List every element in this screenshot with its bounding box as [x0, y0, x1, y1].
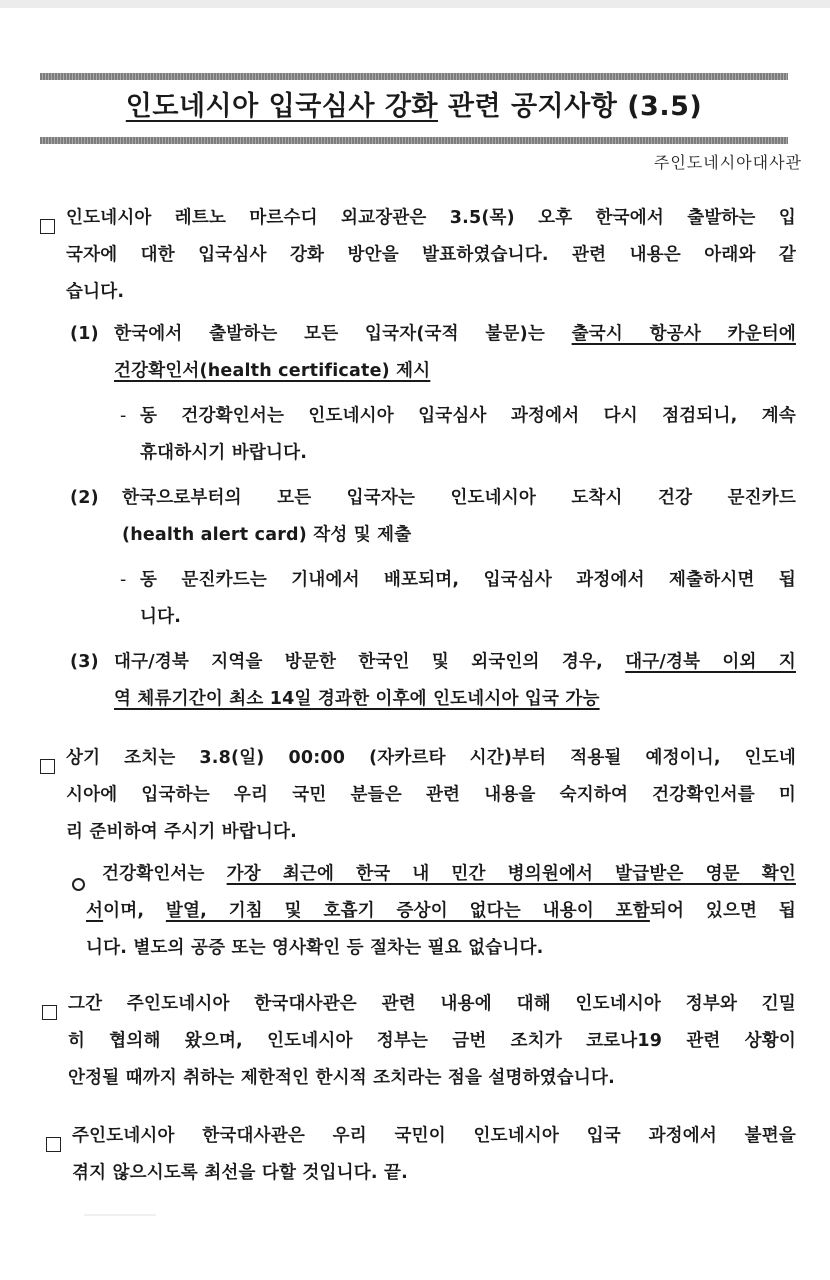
- title-rule-top: [40, 73, 788, 80]
- top-strip: [0, 0, 830, 8]
- item-3-line1: 대구/경북 지역을 방문한 한국인 및 외국인의 경우, 대구/경북 이외 지: [114, 652, 796, 672]
- footer-mark: [84, 1214, 156, 1216]
- p4-line2: 겪지 않으시도록 최선을 다할 것입니다. 끝.: [72, 1163, 408, 1183]
- item-2-sub-line1: 동 문진카드는 기내에서 배포되며, 입국심사 과정에서 제출하시면 됩: [140, 570, 796, 590]
- item-3-line2: 역 체류기간이 최소 14일 경과한 이후에 인도네시아 입국 가능: [114, 689, 600, 709]
- item-2-line1: 한국으로부터의 모든 입국자는 인도네시아 도착시 건강 문진카드: [122, 488, 796, 508]
- note-line2: 서이며, 발열, 기침 및 호흡기 증상이 없다는 내용이 포함되어 있으면 됩: [86, 901, 797, 921]
- item-2-sub-line2: 니다.: [140, 607, 182, 627]
- circle-bullet-icon: [72, 868, 85, 905]
- box-bullet-icon: [40, 751, 55, 788]
- p1-line1: 인도네시아 레트노 마르수디 외교장관은 3.5(목) 오후 한국에서 출발하는 입: [66, 208, 796, 228]
- item-1-line1: 한국에서 출발하는 모든 입국자(국적 불문)는 출국시 항공사 카운터에: [114, 324, 797, 344]
- item-2-number: (2): [70, 488, 99, 508]
- item-1-line2: 건강확인서(health certificate) 제시: [114, 361, 431, 381]
- document-title: [40, 87, 788, 127]
- title-rule-bottom: [40, 137, 788, 144]
- note-line3: 니다. 별도의 공증 또는 영사확인 등 절차는 필요 없습니다.: [86, 938, 544, 958]
- title-rest: 관련 공지사항 (3.5): [438, 91, 703, 122]
- item-2-line2: (health alert card) 작성 및 제출: [122, 525, 412, 545]
- p2-line2: 시아에 입국하는 우리 국민 분들은 관련 내용을 숙지하여 건강확인서를 미: [66, 785, 796, 805]
- p1-line2: 국자에 대한 입국심사 강화 방안을 발표하였습니다. 관련 내용은 아래와 같: [66, 245, 796, 265]
- item-1-sub-line2: 휴대하시기 바랍니다.: [140, 443, 308, 463]
- item-1-sub-line1: 동 건강확인서는 인도네시아 입국심사 과정에서 다시 점검되니, 계속: [140, 406, 796, 426]
- box-bullet-icon: [46, 1129, 61, 1166]
- p1-line3: 습니다.: [66, 282, 125, 302]
- dash-bullet: -: [120, 570, 127, 590]
- p2-line1: 상기 조치는 3.8(일) 00:00 (자카르타 시간)부터 적용될 예정이니, 인도네: [66, 748, 796, 768]
- p2-line3: 리 준비하여 주시기 바랍니다.: [66, 822, 297, 842]
- item-2: [70, 480, 796, 554]
- note-line1: 건강확인서는 가장 최근에 한국 내 민간 병의원에서 발급받은 영문 확인: [102, 864, 796, 884]
- p4-line1: 주인도네시아 한국대사관은 우리 국민이 인도네시아 입국 과정에서 불편을: [72, 1126, 796, 1146]
- item-2-subpoint: [120, 562, 796, 636]
- dash-bullet: -: [120, 406, 127, 426]
- box-bullet-icon: [40, 211, 55, 248]
- issuer: 주인도네시아대사관: [653, 153, 802, 172]
- item-1-number: (1): [70, 324, 99, 344]
- item-1-subpoint: [120, 398, 796, 472]
- p3-line1: 그간 주인도네시아 한국대사관은 관련 내용에 대해 인도네시아 정부와 긴밀: [68, 994, 796, 1014]
- paragraph-1: [40, 200, 796, 311]
- item-1: [70, 316, 796, 390]
- paragraph-4: [46, 1118, 796, 1192]
- box-bullet-icon: [42, 997, 57, 1034]
- paragraph-2: [40, 740, 796, 851]
- item-3: [70, 644, 796, 718]
- note: [72, 856, 796, 967]
- title-underlined: 인도네시아 입국심사 강화: [125, 91, 438, 122]
- item-3-number: (3): [70, 652, 99, 672]
- p3-line2: 히 협의해 왔으며, 인도네시아 정부는 금번 조치가 코로나19 관련 상황이: [68, 1031, 796, 1051]
- paragraph-3: [42, 986, 796, 1097]
- p3-line3: 안정될 때까지 취하는 제한적인 한시적 조치라는 점을 설명하였습니다.: [68, 1068, 615, 1088]
